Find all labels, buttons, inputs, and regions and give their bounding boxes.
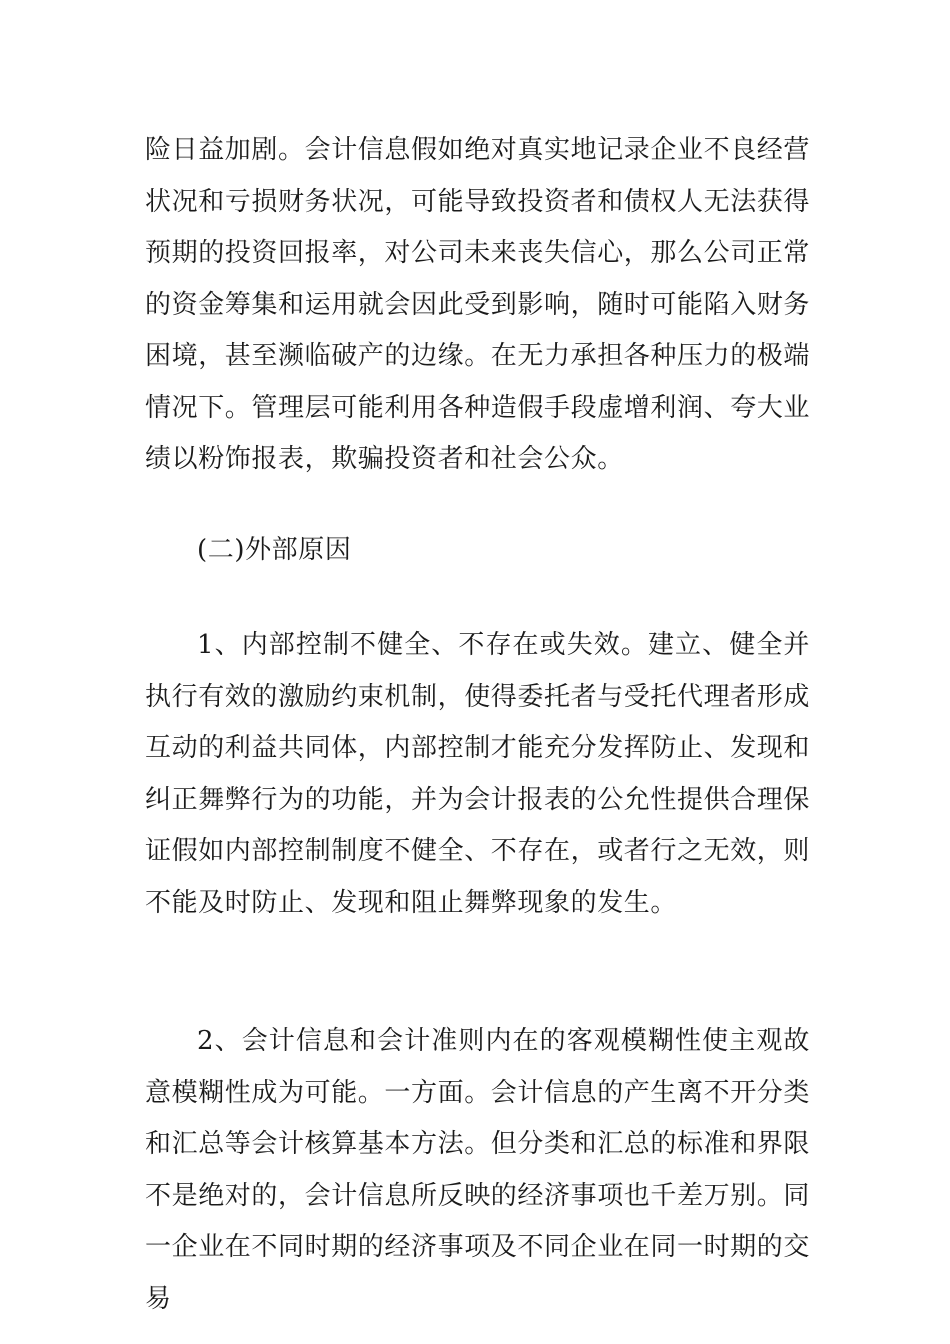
paragraph-accounting-ambiguity: 2、会计信息和会计准则内在的客观模糊性使主观故意模糊性成为可能。一方面。会计信息的产生离不开分类和汇总等会计核算基本方法。但分类和汇总的标准和界限不是绝对的，会计信息所反映的经济事项也千差万别。同一企业在不同时期的经济事项及不同企业在同一时期的交易 xyxy=(145,1026,811,1314)
paragraph-internal-control: 1、内部控制不健全、不存在或失效。建立、健全并执行有效的激励约束机制，使得委托者与受托代理者形成互动的利益共同体，内部控制才能充分发挥防止、发现和纠正舞弊行为的功能，并为会计报表的公允性提供合理保证假如内部控制制度不健全、不存在，或者行之无效，则不能及时防止、发现和阻止舞弊现象的发生。 xyxy=(145,630,811,918)
paragraph-continuation: 险日益加剧。会计信息假如绝对真实地记录企业不良经营状况和亏损财务状况，可能导致投资者和债权人无法获得预期的投资回报率，对公司未来丧失信心，那么公司正常的资金筹集和运用就会因此受到影响，随时可能陷入财务困境，甚至濒临破产的边缘。在无力承担各种压力的极端情况下。管理层可能利用各种造假手段虚增利润、夸大业绩以粉饰报表，欺骗投资者和社会公众。 xyxy=(145,135,811,474)
section-heading-external-causes: (二)外部原因 xyxy=(197,535,352,565)
